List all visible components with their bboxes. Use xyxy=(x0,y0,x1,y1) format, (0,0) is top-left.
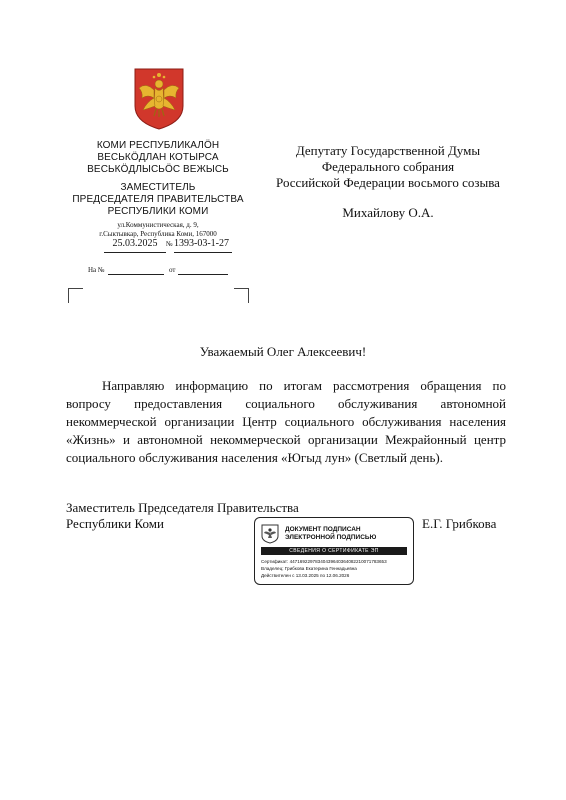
signatory-title-line: Республики Коми xyxy=(66,516,164,531)
incoming-number-underline xyxy=(108,274,164,275)
corner-mark-left xyxy=(68,288,83,303)
position-line: РЕСПУБЛИКИ КОМИ xyxy=(107,206,209,217)
org-address-line: г.Сыктывкар, Республика Коми, 167000 xyxy=(99,230,217,238)
stamp-certificate-bar: СВЕДЕНИЯ О СЕРТИФИКАТЕ ЭП xyxy=(261,547,407,555)
position-line: ЗАМЕСТИТЕЛЬ xyxy=(120,182,196,193)
letter-body: Направляю информацию по итогам рассмотрения обращения по вопросу предоставления социального обслуживания автономной некоммерческой организации Центр социального обслуживания населения «Жизнь» и автономной некоммерческой организации Межрайонный центр социального обслуживания населения «Югыд лун» (Светлый день). xyxy=(66,378,506,465)
corner-mark-right xyxy=(234,288,249,303)
registration-number: 1393-03-1-27 xyxy=(174,238,229,249)
addressee-line: Федерального собрания xyxy=(321,159,455,174)
electronic-signature-stamp xyxy=(254,517,414,585)
addressee-name: Михайлову О.А. xyxy=(342,205,434,220)
incoming-date-underline xyxy=(178,274,228,275)
incoming-date-label: от xyxy=(169,266,176,274)
position-line: ПРЕДСЕДАТЕЛЯ ПРАВИТЕЛЬСТВА xyxy=(72,194,244,205)
org-name-line: КОМИ РЕСПУБЛИКАЛӦН xyxy=(96,140,220,151)
registration-date: 25.03.2025 xyxy=(112,238,158,249)
stamp-title-line: ДОКУМЕНТ ПОДПИСАН xyxy=(285,526,361,533)
stamp-certificate-number: Сертификат: 44716922978340439640364082210071783653 xyxy=(261,559,387,564)
reg-number-underline xyxy=(174,252,232,253)
coat-of-arms-icon xyxy=(134,68,184,130)
incoming-number-label: На № xyxy=(88,266,105,274)
greeting: Уважаемый Олег Алексеевич! xyxy=(199,344,367,359)
registration-number-label: № xyxy=(166,240,173,248)
stamp-title-line: ЭЛЕКТРОННОЙ ПОДПИСЬЮ xyxy=(285,534,377,541)
signatory-name: Е.Г. Грибкова xyxy=(422,516,497,531)
addressee-line: Депутату Государственной Думы xyxy=(295,143,481,158)
reg-date-underline xyxy=(104,252,166,253)
org-name-line: ВЕСЬКӦДЛАН КОТЫРСА xyxy=(97,152,219,163)
org-name-line: ВЕСЬКӦДЛЫСЬӦС ВЕЖЫСЬ xyxy=(87,164,229,175)
org-address-line: ул.Коммунистическая, д. 9, xyxy=(117,221,199,229)
stamp-emblem-icon xyxy=(261,524,279,544)
stamp-title xyxy=(285,526,409,542)
addressee-line: Российской Федерации восьмого созыва xyxy=(276,175,500,190)
addressee-block xyxy=(268,143,508,191)
stamp-validity: Действителен с 13.03.2025 по 12.06.2026 xyxy=(261,573,350,578)
stamp-owner: Владелец: Грибкова Екатерина Геннадьевна xyxy=(261,566,357,571)
signatory-title-line: Заместитель Председателя Правительства xyxy=(66,500,299,515)
